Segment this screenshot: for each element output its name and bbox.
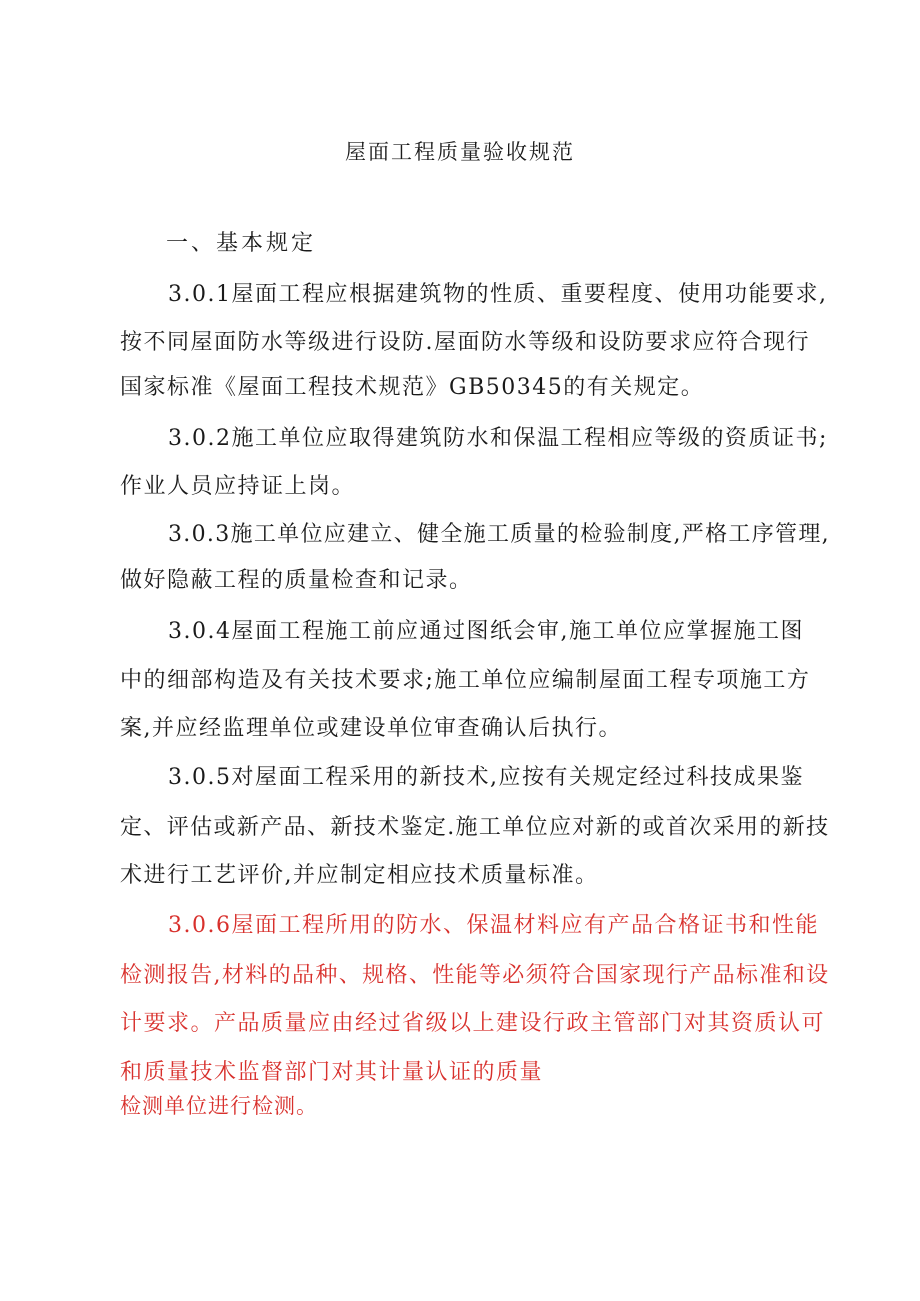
clause-line: 定、评估或新产品、新技术鉴定.施工单位应对新的或首次采用的新技 [120,815,830,840]
clause-line-highlight: 检测报告,材料的品种、规格、性能等必须符合国家现行产品标准和设 [120,963,830,988]
clause-line: 做好隐蔽工程的质量检查和记录。 [120,568,473,593]
clause-line: 中的细部构造及有关技术要求;施工单位应编制屋面工程专项施工方 [120,668,811,693]
document-title: 屋面工程质量验收规范 [345,140,575,164]
clause-line: 术进行工艺评价,并应制定相应技术质量标准。 [120,863,599,888]
clause-line: 案,并应经监理单位或建设单位审查确认后执行。 [120,716,622,741]
clause-line-highlight: 检测单位进行检测。 [120,1094,318,1118]
clause-line: 按不同屋面防水等级进行设防.屋面防水等级和设防要求应符合现行 [120,330,810,355]
clause-line: 作业人员应持证上岗。 [120,474,356,499]
clause-line-highlight: 3.0.6屋面工程所用的防水、保温材料应有产品合格证书和性能 [168,913,819,938]
clause-line: 3.0.2施工单位应取得建筑防水和保温工程相应等级的资质证书; [168,426,828,451]
clause-line: 3.0.3施工单位应建立、健全施工质量的检验制度,严格工序管理, [168,522,830,547]
clause-line-highlight: 计要求。产品质量应由经过省级以上建设行政主管部门对其资质认可 [120,1011,826,1036]
clause-line: 国家标准《屋面工程技术规范》GB50345的有关规定。 [120,375,705,400]
clause-line: 3.0.1屋面工程应根据建筑物的性质、重要程度、使用功能要求, [168,282,828,307]
section-heading: 一、基本规定 [166,231,317,256]
clause-line-highlight: 和质量技术监督部门对其计量认证的质量 [120,1060,544,1085]
clause-line: 3.0.4屋面工程施工前应通过图纸会审,施工单位应掌握施工图 [168,619,804,644]
clause-line: 3.0.5对屋面工程采用的新技术,应按有关规定经过科技成果鉴 [168,765,804,790]
